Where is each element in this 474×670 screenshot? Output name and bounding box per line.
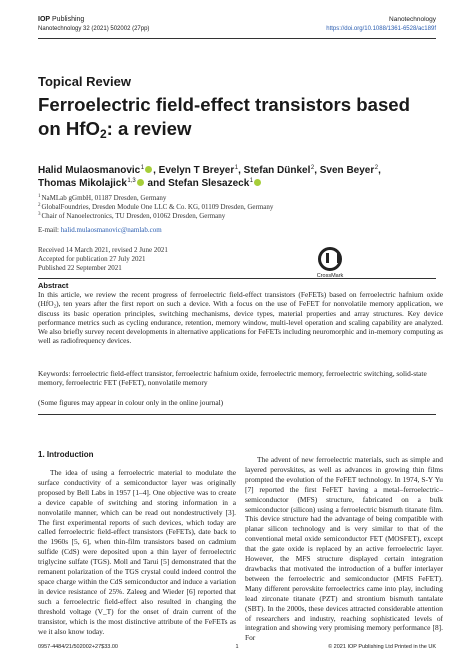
footer-copyright: © 2021 IOP Publishing Ltd Printed in the UK [328, 644, 436, 650]
affiliation-3: $^3$Chair of Nanoelectronics, TU Dresden, 01062 Dresden, Germany [38, 212, 226, 220]
colour-note: (Some figures may appear in colour only in the online journal) [38, 398, 224, 407]
article-type: Topical Review [38, 74, 131, 89]
footer-issn: 0957-4484/21/502002+27$33.00 [38, 644, 118, 650]
author-affiliation-mark: 2 [374, 165, 379, 171]
author-separator: , [153, 165, 159, 176]
article-title: Ferroelectric field-effect transistors based on HfO$_2$: a review [38, 94, 411, 141]
abstract-text: In this article, we review the recent progress of ferroelectric field-effect transistors (FeFETs) based on ferroelectric hafnium oxide (HfO₂), ten years after the first report on such a device. With a focus on the use of FeFET for nonvolatile memory application, we discuss its basic operation principles, switching mechanisms, device types, material properties and array structures. Key device performance metrics such as cycling endurance, retention, memory window, multi-level operation and scaling capability are analyzed. We also briefly survey recent developments in alternative applications for FeFETs including neuromorphic and in-memory computing as well as radiofrequency devices. [38, 290, 443, 346]
keywords: Keywords: ferroelectric field-effect transistor, ferroelectric hafnium oxide, ferroelectric memory, ferroelectric switching, solid-state memory, ferroelectric FET (FeFET), nonvolatile memory [38, 369, 427, 388]
published-date: Published 22 September 2021 [38, 264, 122, 272]
publisher-name: IOP Publishing [38, 16, 85, 23]
author-affiliation-mark: 1 [234, 165, 239, 171]
affiliations [38, 194, 273, 221]
orcid-icon[interactable] [145, 166, 152, 173]
author-name: Stefan Dünkel [243, 165, 311, 176]
author-name: Evelyn T Breyer [158, 165, 235, 176]
crossmark-badge[interactable] [310, 247, 350, 279]
author-affiliation-mark: 1 [249, 177, 254, 184]
abstract-end-rule [38, 414, 436, 415]
contact-email: E-mail: halid.mulaosmanovic@namlab.com [38, 226, 162, 234]
author-name: Thomas Mikolajick [38, 177, 127, 189]
author-1 [38, 165, 159, 176]
author-separator: , [238, 165, 244, 176]
doi-link[interactable]: https://doi.org/10.1088/1361-6528/ac189f [326, 26, 436, 32]
page-header-right [326, 15, 436, 34]
author-5 [38, 178, 168, 189]
received-date: Received 14 March 2021, revised 2 June 2021 [38, 246, 168, 254]
author-separator: and [144, 177, 169, 189]
affiliation-1: $^1$NaMLab gGmbH, 01187 Dresden, Germany [38, 194, 167, 202]
body-column-left: The idea of using a ferroelectric material to modulate the surface conductivity of a semiconductor layer was originally proposed by Bell Labs in 1957 [1–4]. One objective was to create a device capable of switching and storing information in a nonvolatile manner, which can be read out nondestructively [3]. The first experimental reports of such devices, which today are called ferroelectric field-effect transistors (FeFETs), date back to the 1960s [5, 6], when thin-film transistors based on cadmium sulfide (CdS) were deposited upon a thin layer of ferroelectric triglycine sulfate (TGS). Moll and Tarui [5] demonstrated that the remanent polarization of the TGS crystal could indeed control the space charge within the CdS semiconductor and induce a variation in device resistance of 25%. Zaleeg and Wieder [6] reported that such a ferroelectric field-effect also resulted in changing the threshold voltage (V_T) for the onset of drain current of the transistor, which is the most distinctive attribute of the FeFETs as we it also know today. [38, 468, 236, 636]
author-affiliation-mark: 2 [310, 165, 315, 171]
abstract-rule [38, 278, 436, 279]
introduction-heading: 1. Introduction [38, 450, 94, 459]
crossmark-label: CrossMark [316, 273, 344, 279]
accepted-date: Accepted for publication 27 July 2021 [38, 255, 146, 263]
orcid-icon[interactable] [137, 179, 144, 186]
email-link[interactable]: halid.mulaosmanovic@namlab.com [60, 226, 162, 234]
author-name: Halid Mulaosmanovic [38, 165, 141, 176]
journal-name: Nanotechnology [389, 16, 436, 23]
author-6 [168, 178, 262, 189]
author-name: Stefan Slesazeck [168, 177, 250, 189]
crossmark-icon [318, 247, 342, 271]
author-affiliation-mark: 1,3 [127, 177, 136, 184]
author-separator: , [378, 165, 381, 176]
author-3 [244, 165, 320, 176]
affiliation-2: $^2$GlobalFoundries, Dresden Module One LLC & Co. KG, 01109 Dresden, Germany [38, 203, 274, 211]
journal-reference: Nanotechnology 32 (2021) 502002 (27pp) [38, 26, 150, 32]
author-affiliation-mark: 1 [140, 165, 145, 171]
header-rule [38, 38, 436, 39]
author-name: Sven Beyer [319, 165, 375, 176]
body-column-right: The advent of new ferroelectric materials, such as simple and layered perovskites, as well as advances in growing thin films prompted the evolution of the FeFET technology. In 1974, S-Y Yu [7] reported the first FeFET having a metal–ferroelectric–semiconductor (MFS) structure, fabricated on a bulk semiconductor (silicon) using a ferroelectric bismuth titanate film. This device structure had the advantage of being compatible with planar silicon technology and is very similar to that of the conventional metal oxide semiconductor FET (MOSFET), except that the gate oxide is replaced by an active ferroelectric layer. However, the MFS structure displayed certain integration drawbacks that motivated the introduction of a buffer interlayer between the ferroelectric and semiconductor (MFIS FeFET). Many different perovskite ferroelectrics came into play, including lead zirconate titanate (PZT) and strontium bismuth tantalate (SBT). In the 2000s, these devices attracted considerable attention of researchers and industry, reaching sophisticated levels of integration and showing very promising memory performance [8]. For [245, 455, 443, 643]
abstract-heading: Abstract [38, 281, 69, 290]
author-list [38, 165, 443, 190]
page-header-left [38, 15, 149, 34]
page-number: 1 [235, 644, 239, 650]
article-dates [38, 246, 168, 273]
author-2 [159, 165, 244, 176]
author-4 [320, 165, 381, 176]
orcid-icon[interactable] [254, 179, 261, 186]
author-separator: , [314, 165, 320, 176]
